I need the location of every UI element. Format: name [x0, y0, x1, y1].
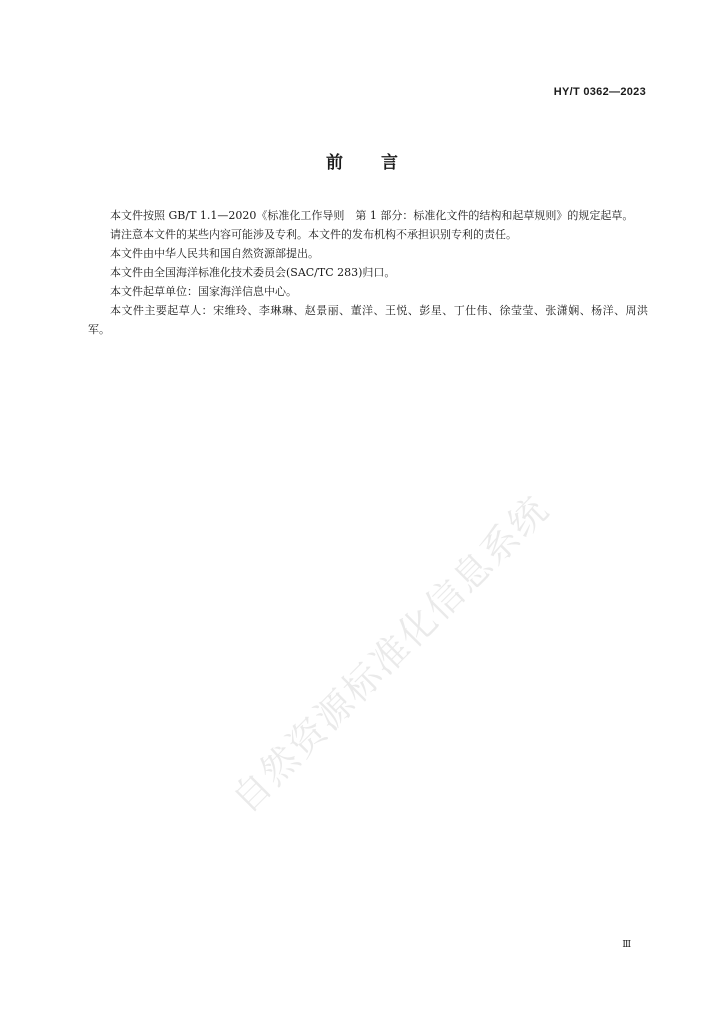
paragraph-committee: 本文件由全国海洋标准化技术委员会(SAC/TC 283)归口。	[110, 266, 396, 279]
foreword-body	[88, 206, 648, 339]
paragraph-drafters: 本文件主要起草人：宋维玲、李琳琳、赵景丽、董洋、王悦、彭星、丁仕伟、徐莹莹、张潇娴、杨洋、周洪军。	[88, 304, 648, 336]
watermark: 自然资源标准化信息系统	[223, 487, 558, 822]
paragraph-drafting-unit: 本文件起草单位：国家海洋信息中心。	[110, 285, 297, 298]
paragraph-patent-notice: 请注意本文件的某些内容可能涉及专利。本文件的发布机构不承担识别专利的责任。	[110, 228, 517, 241]
paragraph-drafting-rules: 本文件按照 GB/T 1.1—2020《标准化工作导则 第 1 部分：标准化文件的结构和起草规则》的规定起草。	[110, 209, 634, 222]
document-code: HY/T 0362—2023	[553, 86, 646, 98]
page-title: 前言	[326, 153, 436, 173]
paragraph-proposer: 本文件由中华人民共和国自然资源部提出。	[110, 247, 319, 260]
page-number: III	[622, 940, 630, 950]
